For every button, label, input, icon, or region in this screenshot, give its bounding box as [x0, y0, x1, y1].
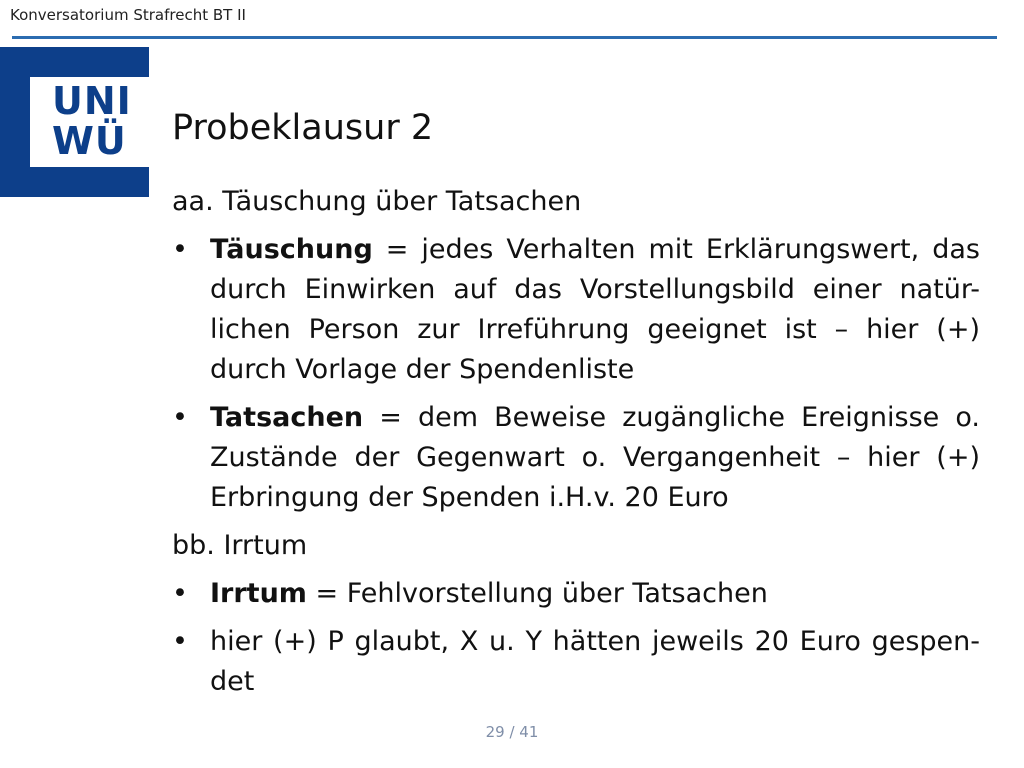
definition-term: Täuschung [210, 234, 373, 265]
definition-term: Tatsachen [210, 402, 364, 433]
list-item [172, 230, 980, 390]
definition-text: = jedes Verhalten mit Erklärungswert, das durch Einwirken auf das Vorstellungsbild einer natür-lichen Person zur Irreführung geeignet ist – hier (+) durch Vorlage der Spendenliste [210, 234, 980, 385]
definition-text: = Fehlvorstellung über Tatsachen [306, 578, 768, 609]
bullet-list-1 [172, 230, 980, 518]
list-item [172, 574, 980, 614]
course-title: Konversatorium Strafrecht BT II [10, 6, 246, 24]
header-divider [12, 36, 997, 39]
definition-text: = dem Beweise zugängliche Ereignisse o. Zustände der Gegenwart o. Vergangenheit – hier (+) Erbringung der Spenden i.H.v. 20 Euro [210, 402, 980, 513]
list-item [172, 398, 980, 518]
slide-title: Probeklausur 2 [172, 108, 434, 148]
logo-wordmark [52, 81, 149, 161]
section-heading-1: aa. Täuschung über Tatsachen [172, 186, 582, 217]
university-logo [0, 47, 149, 197]
definition-term: Irrtum [210, 578, 307, 609]
definition-text: hier (+) P glaubt, X u. Y hätten jeweils 20 Euro gespen-det [210, 626, 980, 697]
slide-content [172, 182, 980, 710]
bullet-list-2 [172, 574, 980, 702]
list-item [172, 622, 980, 702]
section-heading-2: bb. Irrtum [172, 530, 308, 561]
page-number: 29 / 41 [485, 723, 539, 741]
logo-line-1: UNI [52, 79, 132, 123]
logo-line-2: WÜ [52, 119, 127, 163]
